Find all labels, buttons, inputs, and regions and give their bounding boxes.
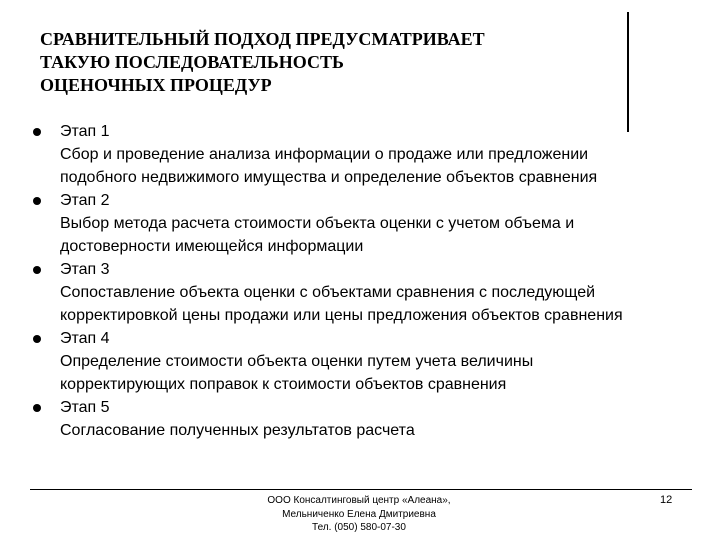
- slide-title: [40, 28, 485, 97]
- footer-phone: Тел. (050) 580-07-30: [312, 522, 406, 533]
- stage-label: Этап 4: [60, 330, 110, 347]
- bullet-icon: [33, 266, 41, 274]
- stage-text: достоверности имеющейся информации: [60, 238, 364, 255]
- stage-text: корректирующих поправок к стоимости объектов сравнения: [60, 376, 507, 393]
- footer-credits: [240, 494, 478, 535]
- bullet-icon: [33, 404, 41, 412]
- stage-label: Этап 3: [60, 261, 110, 278]
- stage-text: корректировкой цены продажи или цены предложения объектов сравнения: [60, 307, 623, 324]
- footer-divider-line: [30, 489, 692, 490]
- stage-3: [30, 258, 710, 327]
- bullet-icon: [33, 335, 41, 343]
- stage-text: Определение стоимости объекта оценки путем учета величины: [60, 353, 534, 370]
- title-line-3: ОЦЕНОЧНЫХ ПРОЦЕДУР: [40, 75, 272, 95]
- stage-1: [30, 120, 710, 189]
- stage-text: подобного недвижимого имущества и определение объектов сравнения: [60, 169, 598, 186]
- title-line-2: ТАКУЮ ПОСЛЕДОВАТЕЛЬНОСТЬ: [40, 52, 344, 72]
- footer-author: Мельниченко Елена Дмитриевна: [282, 508, 436, 520]
- footer-company: ООО Консалтинговый центр «Алеана»,: [267, 495, 451, 506]
- bullet-icon: [33, 197, 41, 205]
- stage-text: Выбор метода расчета стоимости объекта оценки с учетом объема и: [60, 215, 575, 232]
- stage-label: Этап 2: [60, 192, 110, 209]
- vertical-divider-line: [627, 12, 629, 132]
- stage-text: Сбор и проведение анализа информации о продаже или предложении: [60, 146, 589, 163]
- stage-label: Этап 5: [60, 399, 110, 416]
- stage-5: [30, 396, 710, 442]
- stage-text: Согласование полученных результатов расчета: [60, 422, 415, 439]
- stage-4: [30, 327, 710, 396]
- stage-2: [30, 189, 710, 258]
- page-number: 12: [660, 494, 673, 506]
- stages-list: [30, 120, 710, 442]
- title-line-1: СРАВНИТЕЛЬНЫЙ ПОДХОД ПРЕДУСМАТРИВАЕТ: [40, 29, 485, 49]
- stage-text: Сопоставление объекта оценки с объектами сравнения с последующей: [60, 284, 596, 301]
- bullet-icon: [33, 128, 41, 136]
- stage-label: Этап 1: [60, 123, 110, 140]
